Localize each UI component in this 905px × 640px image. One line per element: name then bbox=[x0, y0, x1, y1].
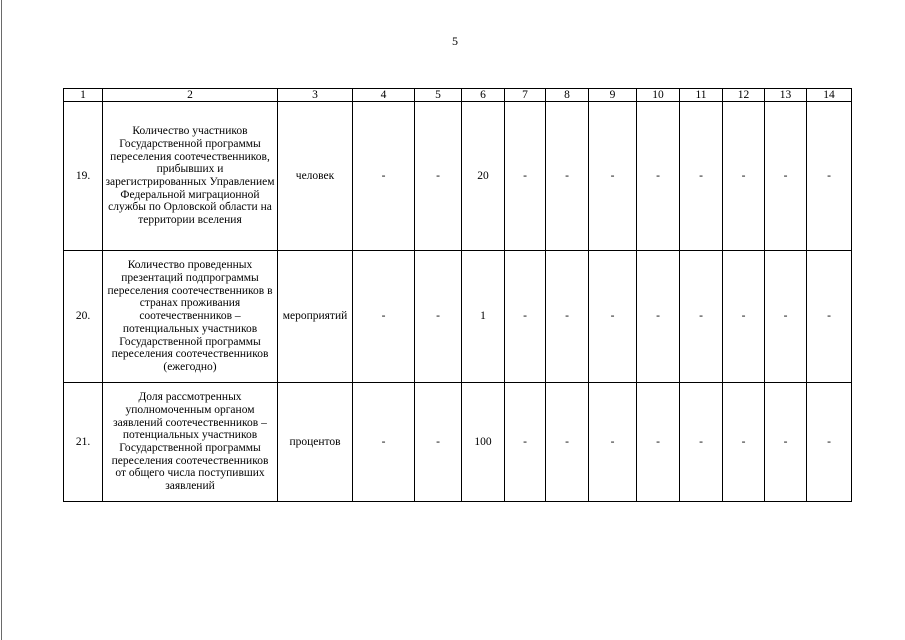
value-cell: - bbox=[765, 102, 807, 251]
value-cell: - bbox=[546, 383, 589, 502]
value-cell: - bbox=[505, 383, 546, 502]
column-header: 6 bbox=[462, 89, 505, 102]
value-cell: 1 bbox=[462, 251, 505, 383]
indicators-table bbox=[63, 88, 852, 502]
value-cell: - bbox=[415, 383, 462, 502]
column-header: 10 bbox=[637, 89, 680, 102]
scan-edge-line bbox=[1, 0, 2, 640]
table-row bbox=[64, 383, 852, 502]
value-cell: - bbox=[765, 251, 807, 383]
value-cell: - bbox=[807, 102, 852, 251]
value-cell: 20 bbox=[462, 102, 505, 251]
value-cell: - bbox=[546, 251, 589, 383]
unit-of-measure: процентов bbox=[278, 383, 353, 502]
column-header: 13 bbox=[765, 89, 807, 102]
column-header: 1 bbox=[64, 89, 103, 102]
value-cell: - bbox=[353, 251, 415, 383]
value-cell: - bbox=[415, 251, 462, 383]
value-cell: - bbox=[637, 251, 680, 383]
row-number: 19. bbox=[64, 102, 103, 251]
column-header: 5 bbox=[415, 89, 462, 102]
value-cell: - bbox=[807, 251, 852, 383]
indicator-name: Доля рассмотренных уполномоченным органом заявлений соотечественников – потенциальных участников Государственной программы переселения соотечественников от общего числа поступивших заявлений bbox=[103, 383, 278, 502]
column-header: 14 bbox=[807, 89, 852, 102]
value-cell: - bbox=[637, 383, 680, 502]
value-cell: - bbox=[723, 251, 765, 383]
value-cell: 100 bbox=[462, 383, 505, 502]
row-number: 20. bbox=[64, 251, 103, 383]
column-header: 9 bbox=[589, 89, 637, 102]
column-header: 11 bbox=[680, 89, 723, 102]
column-header: 7 bbox=[505, 89, 546, 102]
column-header: 4 bbox=[353, 89, 415, 102]
header-row bbox=[64, 89, 852, 102]
value-cell: - bbox=[353, 383, 415, 502]
table-row bbox=[64, 251, 852, 383]
value-cell: - bbox=[723, 102, 765, 251]
indicator-name: Количество проведенных презентаций подпрограммы переселения соотечественников в странах проживания соотечественников – потенциальных участников Государственной программы переселения соотечественников (ежегодно) bbox=[103, 251, 278, 383]
page-number: 5 bbox=[452, 34, 458, 48]
column-header: 8 bbox=[546, 89, 589, 102]
column-header: 12 bbox=[723, 89, 765, 102]
value-cell: - bbox=[546, 102, 589, 251]
unit-of-measure: человек bbox=[278, 102, 353, 251]
value-cell: - bbox=[353, 102, 415, 251]
table-row bbox=[64, 102, 852, 251]
value-cell: - bbox=[505, 251, 546, 383]
column-header: 3 bbox=[278, 89, 353, 102]
value-cell: - bbox=[723, 383, 765, 502]
value-cell: - bbox=[680, 251, 723, 383]
value-cell: - bbox=[505, 102, 546, 251]
indicator-name: Количество участников Государственной программы переселения соотечественников, прибывших и зарегистрированных Управлением Федеральной миграционной службы по Орловской области на территории вселения bbox=[103, 102, 278, 251]
column-header: 2 bbox=[103, 89, 278, 102]
value-cell: - bbox=[637, 102, 680, 251]
value-cell: - bbox=[807, 383, 852, 502]
value-cell: - bbox=[589, 251, 637, 383]
value-cell: - bbox=[415, 102, 462, 251]
value-cell: - bbox=[589, 383, 637, 502]
value-cell: - bbox=[765, 383, 807, 502]
value-cell: - bbox=[680, 383, 723, 502]
value-cell: - bbox=[589, 102, 637, 251]
value-cell: - bbox=[680, 102, 723, 251]
unit-of-measure: мероприятий bbox=[278, 251, 353, 383]
row-number: 21. bbox=[64, 383, 103, 502]
